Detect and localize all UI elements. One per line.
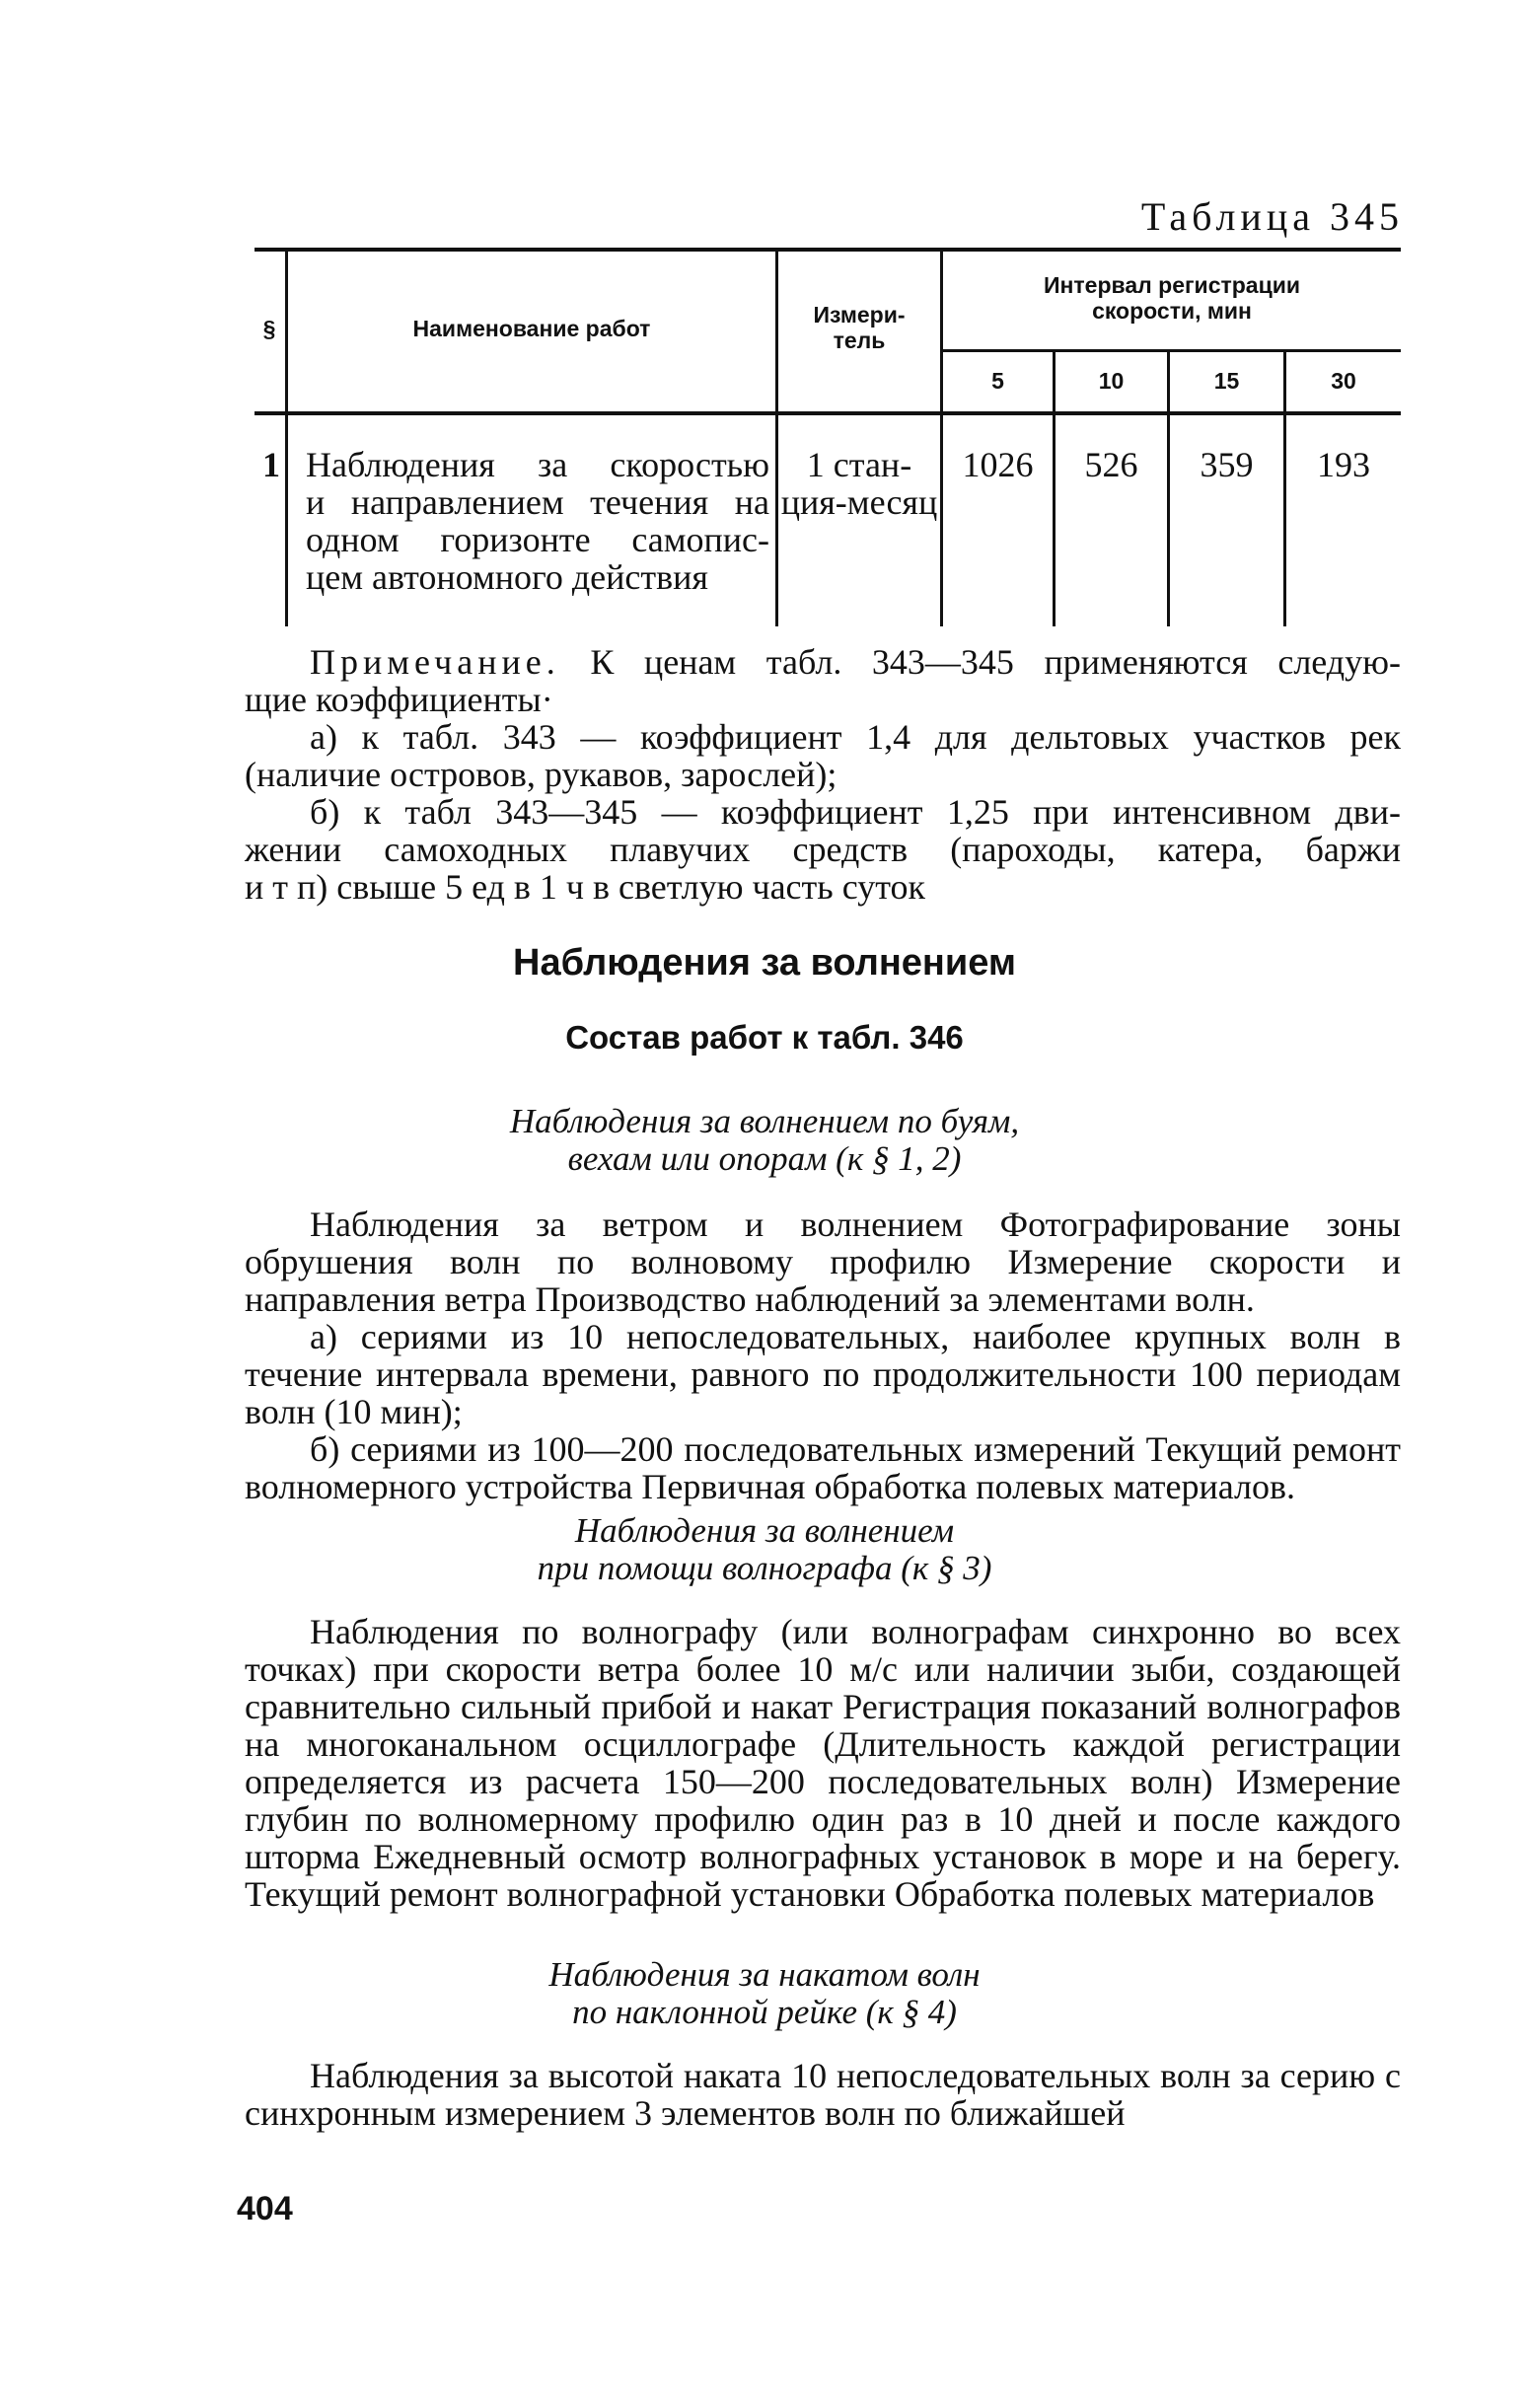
- part-body: [245, 1613, 1401, 1913]
- note-line: жении самоходных плавучих средств (пароходы, катера, баржи: [245, 830, 1401, 869]
- header-num: §: [262, 316, 276, 341]
- row-value-30: 193: [1317, 445, 1370, 484]
- part-heading-line: Наблюдения за волнением: [574, 1511, 955, 1550]
- header-name: Наименование работ: [412, 316, 651, 341]
- part-heading: [0, 1512, 1529, 1587]
- paragraph: Наблюдения за ветром и волнением Фотографирование зоны обрушения волн по волновому профилю Измерение скорости и направления ветра Производство наблюдений за элементами волн.: [245, 1204, 1401, 1319]
- row-name-line: одном горизонте самопис-: [306, 520, 769, 559]
- table-col-divider: [285, 252, 288, 626]
- note-line: (наличие островов, рукавов, зарослей);: [245, 755, 837, 794]
- header-meter: [778, 302, 940, 353]
- row-name-line: и направлением течения на: [306, 482, 769, 522]
- part-heading-line: Наблюдения за волнением по буям,: [509, 1102, 1020, 1140]
- note-line: б) к табл 343—345 — коэффициент 1,25 при интенсивном дви-: [310, 792, 1401, 832]
- row-name-line: цем автономного действия: [306, 557, 708, 597]
- part-heading-line: вехам или опорам (к § 1, 2): [567, 1139, 962, 1178]
- interval-sub-rule: [940, 349, 1401, 352]
- note-line: а) к табл. 343 — коэффициент 1,4 для дельтовых участков рек: [310, 717, 1401, 757]
- row-num: 1: [262, 445, 280, 484]
- row-name-line: Наблюдения за скоростью: [306, 445, 769, 484]
- row-value-5: 1026: [962, 445, 1034, 484]
- note-line: и т п) свыше 5 ед в 1 ч в светлую часть суток: [245, 867, 925, 907]
- row-name: [306, 446, 769, 596]
- header-interval-5: 5: [991, 368, 1004, 394]
- row-meter-line: 1 стан-: [806, 445, 912, 484]
- header-interval-line2: скорости, мин: [1092, 298, 1252, 324]
- section-title: Наблюдения за волнением: [513, 942, 1016, 984]
- header-interval-15: 15: [1213, 368, 1240, 394]
- paragraph: Наблюдения за высотой наката 10 непоследовательных волн за серию с синхронным измерением 3 элементов волн по ближайшей: [245, 2056, 1401, 2133]
- table-note: [245, 643, 1401, 906]
- row-meter: [778, 446, 940, 521]
- row-meter-line: ция-месяц: [780, 482, 938, 522]
- header-interval: [943, 272, 1401, 324]
- paragraph: б) сериями из 100—200 последовательных измерений Текущий ремонт волномерного устройства Первичная обработка полевых материалов.: [245, 1429, 1401, 1506]
- part-heading-line: Наблюдения за накатом волн: [548, 1955, 981, 1994]
- header-meter-line1: Измери-: [813, 302, 906, 328]
- paragraph: Наблюдения по волнографу (или волнографам синхронно во всех точках) при скорости ветра более 10 м/с или наличии зыби, создающей сравнительно сильный прибой и накат Регистрация показаний волнографов на многоканальном осциллографе (Длительность каждой регистрации определяется из расчета 150—200 последовательных волн) Измерение глубин по волномерному профилю один раз в 10 дней и после каждого шторма Ежедневный осмотр волнографных установок в море и на берегу. Текущий ремонт волнографной установки Обработка полевых материалов: [245, 1612, 1401, 1914]
- row-value-15: 359: [1200, 445, 1254, 484]
- table-caption: Таблица 345: [1140, 194, 1404, 239]
- page-number: 404: [237, 2190, 293, 2227]
- part-heading: [0, 1956, 1529, 2031]
- paragraph: а) сериями из 10 непоследовательных, наиболее крупных волн в течение интервала времени, равного по продолжительности 100 периодам волн (10 мин);: [245, 1317, 1401, 1431]
- header-interval-10: 10: [1098, 368, 1125, 394]
- header-interval-line1: Интервал регистрации: [1043, 272, 1301, 298]
- table-header-rule: [255, 411, 1401, 415]
- table-top-rule: [255, 248, 1401, 252]
- part-body: [245, 1205, 1401, 1505]
- row-value-10: 526: [1084, 445, 1138, 484]
- header-interval-30: 30: [1331, 368, 1356, 394]
- header-meter-line2: тель: [833, 328, 886, 353]
- part-heading-line: при помощи волнографа (к § 3): [537, 1549, 992, 1587]
- part-heading-line: по наклонной рейке (к § 4): [572, 1993, 957, 2031]
- note-line-text: К ценам табл. 343—345 применяются следую-: [590, 642, 1401, 682]
- section-subtitle: Состав работ к табл. 346: [565, 1019, 964, 1056]
- note-label: Примечание.: [310, 642, 560, 682]
- note-line: щие коэффициенты·: [245, 680, 553, 719]
- note-line: [245, 643, 1401, 681]
- part-body: [245, 2057, 1401, 2132]
- part-heading: [0, 1103, 1529, 1178]
